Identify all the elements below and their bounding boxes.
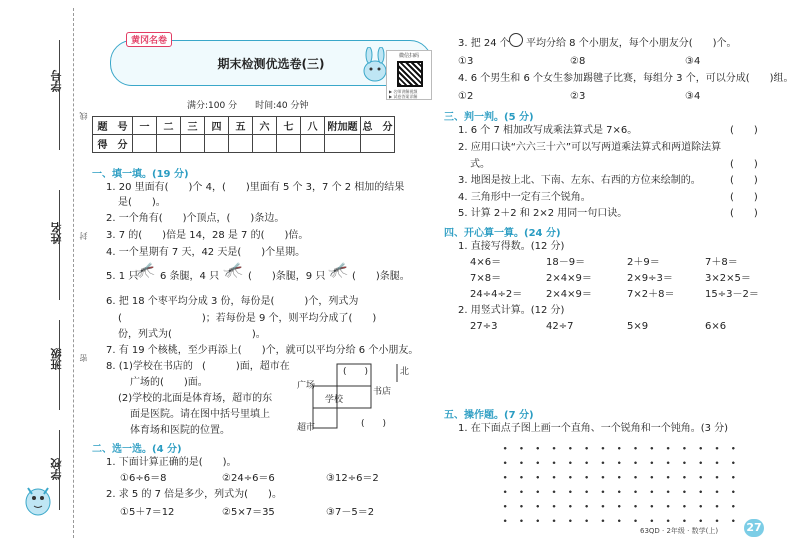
calc-item[interactable]: 3×2×5＝ — [705, 273, 751, 284]
map-blank-east[interactable]: ( ) — [361, 419, 387, 429]
question-3: 3. 7 的( )倍是 14，28 是 7 的( )倍。 — [106, 230, 309, 241]
judge-5-blank[interactable]: ( ) — [730, 208, 758, 219]
student-id-label: 学号 — [50, 70, 63, 92]
direction-map — [295, 362, 415, 432]
question-6-cont: ( )；若每份是 9 个，则平均分成了( ) — [118, 313, 377, 324]
student-id-blank[interactable] — [59, 40, 60, 150]
section-choose: 二、选一选。(4 分) — [92, 444, 182, 455]
qr-code-panel[interactable] — [386, 50, 432, 100]
question-4: 4. 一个星期有 7 天，42 天是( )个星期。 — [106, 247, 306, 258]
brand-logo: 黄冈名卷 — [126, 32, 172, 47]
calc-item[interactable]: 2×9÷3＝ — [627, 273, 673, 284]
dot-grid[interactable] — [497, 441, 742, 527]
judge-3: 3. 地图是按上北、下南、左东、右西的方位来绘制的。 — [458, 175, 701, 186]
question-8a-cont: ( )面，超市在 — [202, 361, 290, 372]
choice-1: 1. 下面计算正确的是( )。 — [106, 457, 237, 468]
name-blank[interactable] — [59, 190, 60, 300]
question-1: 1. 20 里面有( )个 4，( )里面有 5 个 3，7 个 2 相加的结果 — [106, 182, 405, 193]
choice-3a: 3. 把 24 个 — [458, 38, 510, 49]
choice-4: 4. 6 个男生和 6 个女生参加踢毽子比赛，每组分 3 个，可以分成( )组。 — [458, 73, 794, 84]
map-blank-north[interactable]: ( ) — [343, 367, 369, 377]
question-5b: 6 条腿，4 只 — [160, 271, 220, 282]
choice-1-option-b[interactable]: ②24÷6＝6 — [222, 473, 275, 484]
judge-4-blank[interactable]: ( ) — [730, 192, 758, 203]
class-label: 班级 — [50, 348, 63, 370]
section-calc: 四、开心算一算。(24 分) — [444, 228, 561, 239]
choice-3-option-c[interactable]: ③4 — [685, 56, 701, 67]
qr-text: ▶ 名师讲解视频 ▶ 试卷答案详解 — [389, 89, 418, 99]
map-market-label: 超市 — [297, 423, 316, 433]
calc-item[interactable]: 7＋8＝ — [705, 257, 738, 268]
choice-2-option-b[interactable]: ②5×7＝35 — [222, 507, 275, 518]
judge-4: 4. 三角形中一定有三个锐角。 — [458, 192, 591, 203]
calc-item[interactable]: 24÷4÷2＝ — [470, 289, 523, 300]
class-blank[interactable] — [59, 320, 60, 410]
fold-dashed-line — [73, 8, 74, 538]
exam-title: 期末检测优选卷(三) — [217, 57, 325, 71]
judge-2-cont: 式。 — [470, 159, 490, 170]
question-5c: ( )条腿，9 只 — [248, 271, 326, 282]
choice-4-option-b[interactable]: ②3 — [570, 91, 586, 102]
qr-code-icon — [397, 61, 423, 87]
vertical-calc-item[interactable]: 42÷7 — [546, 321, 574, 332]
calc-item[interactable]: 2×4×9＝ — [546, 273, 592, 284]
choice-1-option-a[interactable]: ①6÷6＝8 — [120, 473, 167, 484]
choice-3-option-a[interactable]: ①3 — [458, 56, 474, 67]
calc-item[interactable]: 4×6＝ — [470, 257, 502, 268]
choice-3b: 平均分给 8 个小朋友，每个小朋友分( )个。 — [526, 38, 737, 49]
calc-item[interactable]: 18－9＝ — [546, 257, 586, 268]
question-6: 6. 把 18 个枣平均分成 3 份，每份是( )个，列式为 — [106, 296, 359, 307]
calc-item[interactable]: 2×4×9＝ — [546, 289, 592, 300]
mosquito-icon: 🦟 — [328, 260, 348, 279]
mosquito-icon: 🦟 — [135, 260, 155, 279]
score-time-line: 满分:100 分 时间:40 分钟 — [187, 101, 309, 111]
vertical-calc-item[interactable]: 6×6 — [705, 321, 727, 332]
question-5d: ( )条腿。 — [352, 271, 410, 282]
question-6-cont2: 份，列式为( )。 — [118, 329, 266, 340]
question-8c: (2)学校的北面是体育场，超市的东 — [118, 393, 273, 404]
question-1-cont: 是( )。 — [118, 197, 166, 208]
judge-2-blank[interactable]: ( ) — [730, 159, 758, 170]
choice-2-option-c[interactable]: ③7－5＝2 — [326, 507, 375, 518]
choice-3-option-b[interactable]: ②8 — [570, 56, 586, 67]
calc-item[interactable]: 7×2＋8＝ — [627, 289, 675, 300]
section-operate: 五、操作题。(7 分) — [444, 410, 534, 421]
page-number: 27 — [744, 519, 764, 537]
choice-4-option-a[interactable]: ①2 — [458, 91, 474, 102]
map-plaza-label: 广场 — [297, 381, 316, 391]
calc-item[interactable]: 2＋9＝ — [627, 257, 660, 268]
calc-vertical-title: 2. 用竖式计算。(12 分) — [458, 305, 565, 316]
calc-item[interactable]: 7×8＝ — [470, 273, 502, 284]
score-table-header: 题 号 一 二 三 四 五 六 七 八 附加题 总 分 — [93, 117, 395, 135]
mosquito-icon: 🦟 — [223, 260, 243, 279]
map-store-label: 书店 — [373, 387, 392, 397]
judge-1-blank[interactable]: ( ) — [730, 125, 758, 136]
operate-1: 1. 在下面点子图上画一个直角、一个锐角和一个钝角。(3 分) — [458, 423, 729, 434]
question-2: 2. 一个角有( )个顶点，( )条边。 — [106, 213, 285, 224]
school-label: 学校 — [50, 458, 63, 480]
map-school-label: 学校 — [325, 395, 344, 405]
choice-2: 2. 求 5 的 7 倍是多少，列式为( )。 — [106, 489, 282, 500]
judge-5: 5. 计算 2＋2 和 2×2 用同一句口诀。 — [458, 208, 628, 219]
judge-2: 2. 应用口诀“六六三十六”可以写两道乘法算式和两道除法算 — [458, 142, 722, 153]
mascot-icon — [20, 478, 56, 518]
question-5a: 5. 1 只 — [106, 271, 139, 282]
question-8b: 广场的( )面。 — [130, 377, 208, 388]
qr-title: 微信扫码 — [398, 53, 419, 59]
school-blank[interactable] — [59, 430, 60, 510]
vertical-calc-item[interactable]: 27÷3 — [470, 321, 498, 332]
section-judge: 三、判一判。(5 分) — [444, 112, 534, 123]
judge-3-blank[interactable]: ( ) — [730, 175, 758, 186]
map-north-label: 北 — [400, 367, 410, 377]
orange-icon — [509, 33, 523, 47]
score-table — [92, 116, 395, 153]
seal-word-line: 线 — [79, 112, 88, 120]
question-8a: 8. (1)学校在书店的 — [106, 361, 193, 372]
seal-word-mi: 密 — [79, 354, 88, 362]
choice-1-option-c[interactable]: ③12÷6＝2 — [326, 473, 379, 484]
footer-code: 63QD · 2年级 · 数学(上) — [640, 527, 719, 535]
question-8e: 体育场和医院的位置。 — [130, 425, 230, 436]
seal-word-feng: 封 — [79, 232, 88, 240]
judge-1: 1. 6 个 7 相加改写成乘法算式是 7×6。 — [458, 125, 638, 136]
question-7: 7. 有 19 个核桃，至少再添上( )个，就可以平均分给 6 个小朋友。 — [106, 345, 419, 356]
section-fill: 一、填一填。(19 分) — [92, 169, 189, 180]
vertical-calc-item[interactable]: 5×9 — [627, 321, 649, 332]
calc-item[interactable]: 15÷3－2＝ — [705, 289, 759, 300]
choice-2-option-a[interactable]: ①5＋7＝12 — [120, 507, 175, 518]
name-label: 姓名 — [50, 222, 63, 244]
score-table-row: 得 分 — [93, 135, 395, 153]
calc-direct-title: 1. 直接写得数。(12 分) — [458, 241, 565, 252]
choice-4-option-c[interactable]: ③4 — [685, 91, 701, 102]
question-8d: 面是医院。请在图中括号里填上 — [130, 409, 270, 420]
